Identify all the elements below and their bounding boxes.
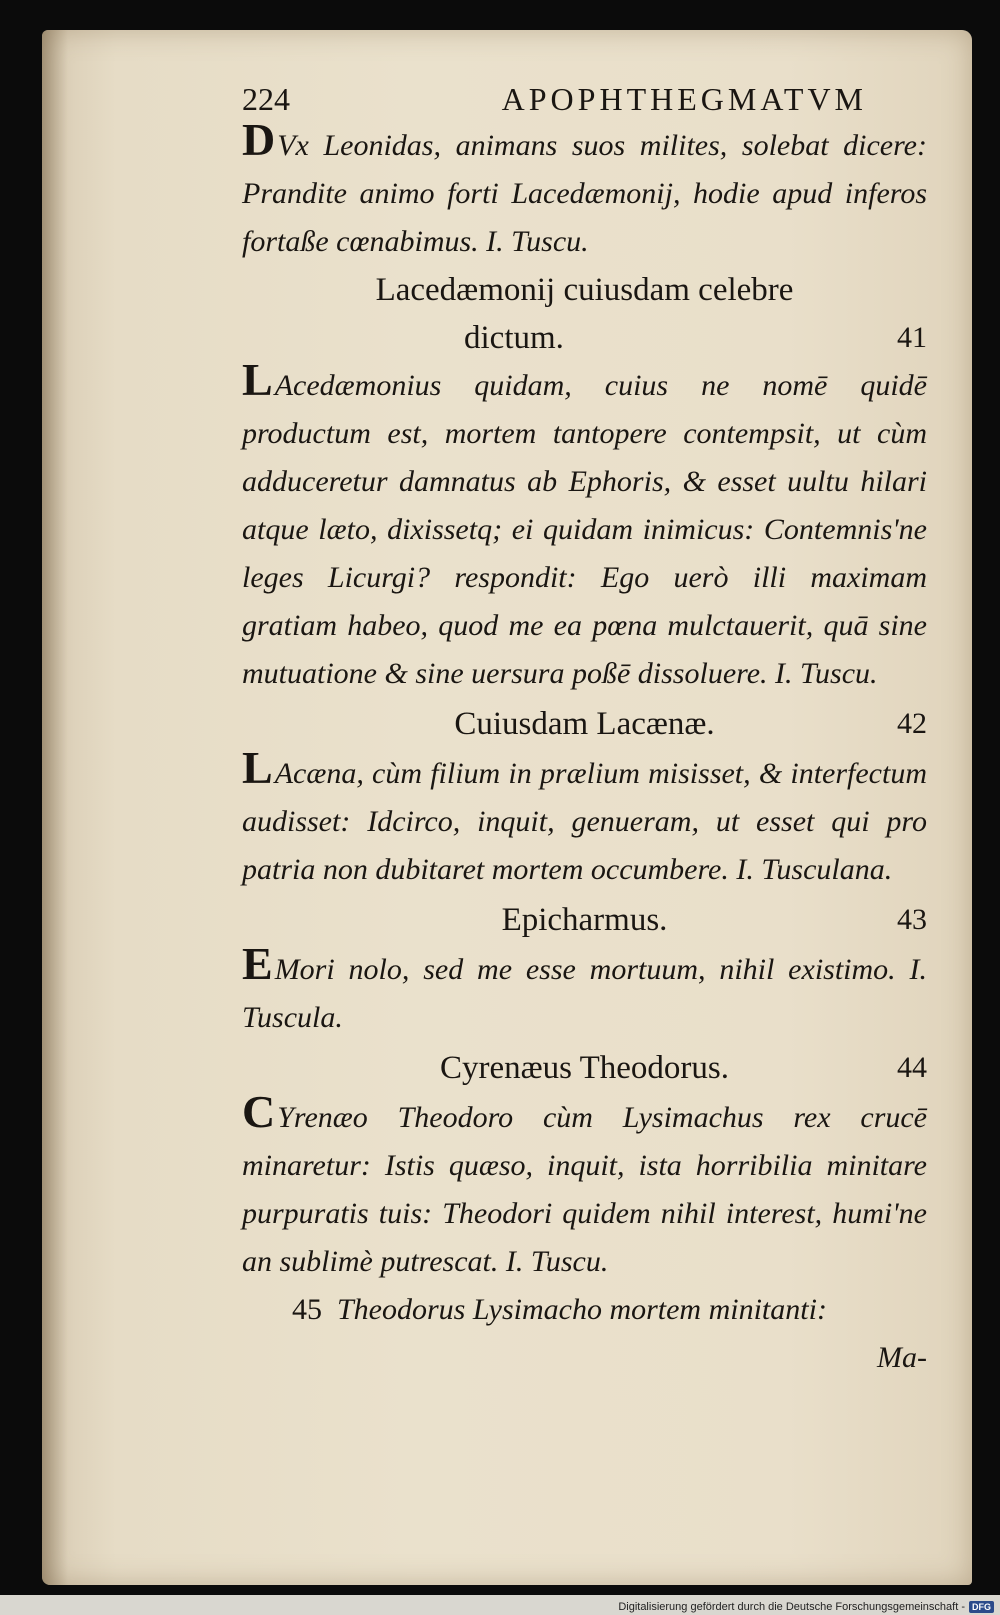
entry-43 <box>242 938 927 1042</box>
dropcap: L <box>242 354 273 405</box>
heading-44 <box>242 1044 927 1092</box>
entry-45 <box>242 1286 927 1334</box>
entry-text: Mori nolo, sed me esse mortuum, nihil existimo. I. Tuscula. <box>242 953 927 1034</box>
heading-text: dictum. <box>464 320 564 356</box>
heading-41 <box>242 266 927 314</box>
dropcap: L <box>242 742 273 793</box>
catchword: Ma- <box>877 1341 927 1374</box>
entry-number: 44 <box>897 1051 927 1084</box>
entry-41 <box>242 354 927 698</box>
page-number: 224 <box>242 81 290 117</box>
entry-text: Vx Leonidas, animans suos milites, solebat dicere: Prandite animo forti Lacedæmonij, hodie apud inferos fortaße cœnabimus. I. Tuscu. <box>242 129 927 258</box>
heading-43 <box>242 896 927 944</box>
entry-number: 41 <box>897 321 927 354</box>
dropcap: D <box>242 114 276 165</box>
entry-40 <box>242 114 927 266</box>
heading-text: Epicharmus. <box>501 902 668 938</box>
entry-text: Acæna, cùm filium in prælium misisset, & interfectum audisset: Idcirco, inquit, genueram, ut esset qui pro patria non dubitaret mortem occumbere. I. Tusculana. <box>242 757 927 886</box>
dropcap: C <box>242 1086 276 1137</box>
heading-text: Lacedæmonij cuiusdam celebre <box>375 272 794 308</box>
digitization-credit <box>618 1601 994 1613</box>
heading-text: Cuiusdam Lacænæ. <box>454 706 715 742</box>
entry-number: 43 <box>897 903 927 936</box>
entry-44 <box>242 1086 927 1286</box>
heading-41-line2 <box>242 314 927 362</box>
book-page <box>42 30 972 1585</box>
credit-text: Digitalisierung gefördert durch die Deutsche Forschungsgemeinschaft - <box>618 1601 965 1613</box>
running-head <box>242 76 927 122</box>
dropcap: E <box>242 938 273 989</box>
running-title: APOPHTHEGMATVM <box>501 81 867 117</box>
entry-42 <box>242 742 927 894</box>
heading-text: Cyrenæus Theodorus. <box>439 1050 730 1086</box>
entry-number: 42 <box>897 707 927 740</box>
text-block <box>242 76 927 1382</box>
entry-text: Acedæmonius quidam, cuius ne nomē quidē productum est, mortem tantopere contempsit, ut cùm adduceretur damnatus ab Ephoris, & esset uultu hilari atque læto, dixissetq; ei quidam inimicus: Contemnis'ne leges Licurgi? respondit: Ego uerò illi maximam gratiam habeo, quod me ea pœna mulctauerit, quā sine mutuatione & sine uersura poßē dissoluere. I. Tuscu. <box>242 369 927 690</box>
entry-text: Theodorus Lysimacho mortem minitanti: <box>337 1293 827 1326</box>
heading-42 <box>242 700 927 748</box>
entry-number: 45 <box>292 1293 322 1326</box>
dfg-logo-icon: DFG <box>969 1601 994 1613</box>
entry-text: Yrenæo Theodoro cùm Lysimachus rex crucē minaretur: Istis quæso, inquit, ista horribilia minitare purpuratis tuis: Theodori quidem nihil interest, humi'ne an sublimè putrescat. I. Tuscu. <box>242 1101 927 1278</box>
